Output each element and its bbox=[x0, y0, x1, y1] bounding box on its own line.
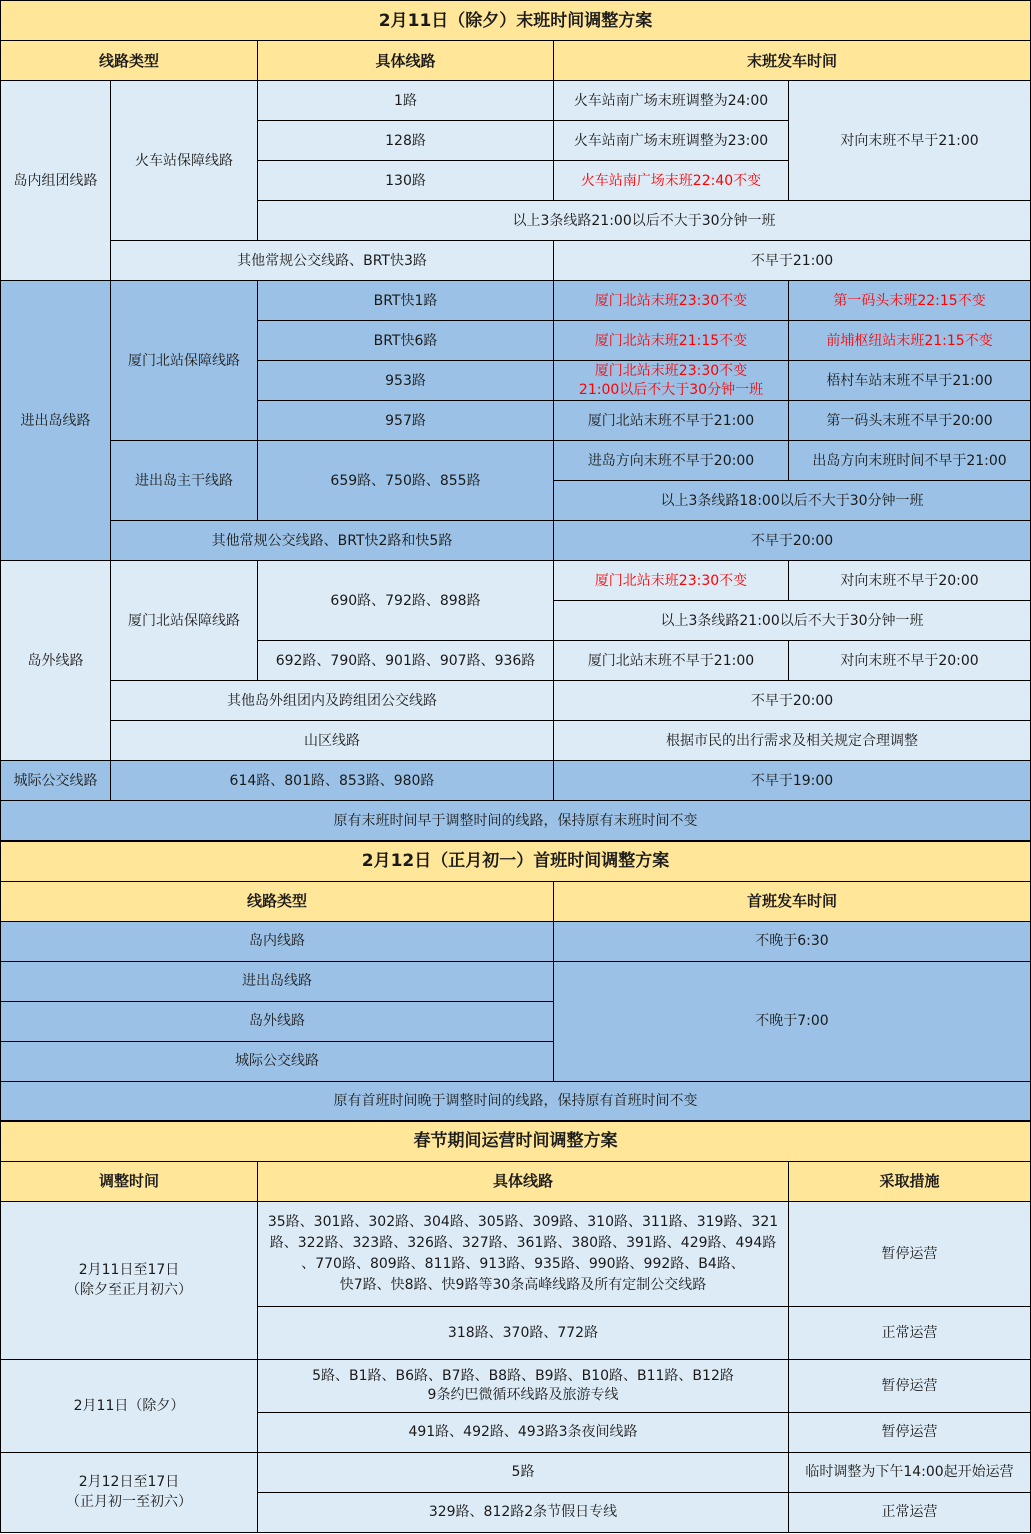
table-title: 2月12日（正月初一）首班时间调整方案 bbox=[1, 841, 1031, 881]
table-row bbox=[1, 561, 1031, 601]
routes-line: 9条约巴微循环线路及旅游专线 bbox=[427, 1386, 619, 1403]
routes-line: 路、322路、323路、326路、327路、361路、380路、391路、429路、494路 bbox=[269, 1234, 777, 1251]
table-footer-note: 原有末班时间早于调整时间的线路，保持原有末班时间不变 bbox=[1, 801, 1031, 841]
header-action: 采取措施 bbox=[789, 1161, 1031, 1201]
table-row bbox=[1, 81, 1031, 121]
route-type-cell: 岛外线路 bbox=[1, 1001, 554, 1041]
header-specific-route: 具体线路 bbox=[258, 41, 554, 81]
time-cell: 厦门北站末班不早于21:00 bbox=[554, 401, 789, 441]
time-cell: 厦门北站末班不早于21:00 bbox=[554, 641, 789, 681]
table-row bbox=[1, 1359, 1031, 1412]
other-routes-cell: 其他常规公交线路、BRT快2路和快5路 bbox=[111, 521, 554, 561]
routes-cell bbox=[258, 1201, 789, 1306]
period-cell bbox=[1, 1452, 258, 1532]
table-title-row bbox=[1, 1121, 1031, 1161]
table-row bbox=[1, 961, 1031, 1001]
table-footer-row bbox=[1, 801, 1031, 841]
mountain-time-cell: 根据市民的出行需求及相关规定合理调整 bbox=[554, 721, 1031, 761]
header-route-type: 线路类型 bbox=[1, 881, 554, 921]
time-cell-highlight: 厦门北站末班21:15不变 bbox=[554, 321, 789, 361]
period-lunar: （除夕至正月初六） bbox=[66, 1282, 192, 1298]
period-cell bbox=[1, 1359, 258, 1452]
routes-line: 快7路、快8路、快9路等30条高峰线路及所有定制公交线路 bbox=[339, 1276, 707, 1293]
action-cell: 正常运营 bbox=[789, 1492, 1031, 1532]
header-first-bus-time: 首班发车时间 bbox=[554, 881, 1031, 921]
action-cell: 暂停运营 bbox=[789, 1412, 1031, 1452]
subgroup-cell: 进出岛主干线路 bbox=[111, 441, 258, 521]
route-cell: 130路 bbox=[258, 161, 554, 201]
routes-cell: 318路、370路、772路 bbox=[258, 1306, 789, 1359]
table-footer-row bbox=[1, 1081, 1031, 1121]
table-row bbox=[1, 1452, 1031, 1492]
first-bus-table bbox=[0, 840, 1031, 1122]
header-specific-route: 具体线路 bbox=[258, 1161, 789, 1201]
route-cell: 659路、750路、855路 bbox=[258, 441, 554, 521]
route-type-cell: 岛内线路 bbox=[1, 921, 554, 961]
time-cell: 第一码头末班不早于20:00 bbox=[789, 401, 1031, 441]
time-cell-highlight: 厦门北站末班23:30不变 bbox=[554, 561, 789, 601]
table-title: 2月11日（除夕）末班时间调整方案 bbox=[1, 1, 1031, 41]
table-row bbox=[1, 441, 1031, 481]
header-last-bus-time: 末班发车时间 bbox=[554, 41, 1031, 81]
note-cell: 以上3条线路21:00以后不大于30分钟一班 bbox=[554, 601, 1031, 641]
other-time-cell: 不早于20:00 bbox=[554, 521, 1031, 561]
table-row bbox=[1, 721, 1031, 761]
table-footer-note: 原有首班时间晚于调整时间的线路，保持原有首班时间不变 bbox=[1, 1081, 1031, 1121]
header-route-type: 线路类型 bbox=[1, 41, 258, 81]
mountain-routes-cell: 山区线路 bbox=[111, 721, 554, 761]
table-header-row bbox=[1, 1161, 1031, 1201]
subgroup-cell: 厦门北站保障线路 bbox=[111, 561, 258, 681]
category-cell: 进出岛线路 bbox=[1, 281, 111, 561]
category-cell: 岛外线路 bbox=[1, 561, 111, 761]
header-adjust-time: 调整时间 bbox=[1, 1161, 258, 1201]
note-cell: 以上3条线路21:00以后不大于30分钟一班 bbox=[258, 201, 1031, 241]
period-cell bbox=[1, 1201, 258, 1359]
table-title-row bbox=[1, 1, 1031, 41]
table-row bbox=[1, 761, 1031, 801]
other-routes-cell: 其他常规公交线路、BRT快3路 bbox=[111, 241, 554, 281]
route-cell: 614路、801路、853路、980路 bbox=[111, 761, 554, 801]
time-cell-highlight bbox=[554, 361, 789, 401]
time-line-1: 厦门北站末班23:30不变 bbox=[594, 362, 748, 379]
routes-line: 35路、301路、302路、304路、305路、309路、310路、311路、319路、321 bbox=[267, 1213, 779, 1230]
period-date: 2月11日（除夕） bbox=[73, 1397, 185, 1414]
other-time-cell: 不早于20:00 bbox=[554, 681, 1031, 721]
table-row bbox=[1, 281, 1031, 321]
time-cell: 火车站南广场末班调整为23:00 bbox=[554, 121, 789, 161]
time-cell: 梧村车站末班不早于21:00 bbox=[789, 361, 1031, 401]
spring-festival-table bbox=[0, 1120, 1031, 1533]
routes-line: 5路、B1路、B6路、B7路、B8路、B9路、B10路、B11路、B12路 bbox=[312, 1367, 734, 1384]
time-cell: 不早于19:00 bbox=[554, 761, 1031, 801]
table-row bbox=[1, 681, 1031, 721]
route-cell: 128路 bbox=[258, 121, 554, 161]
time-cell: 火车站南广场末班调整为24:00 bbox=[554, 81, 789, 121]
table-row bbox=[1, 1201, 1031, 1306]
route-cell: BRT快1路 bbox=[258, 281, 554, 321]
subgroup-cell: 厦门北站保障线路 bbox=[111, 281, 258, 441]
period-date: 2月11日至17日 bbox=[78, 1262, 180, 1278]
time-line-2: 21:00以后不大于30分钟一班 bbox=[578, 381, 764, 398]
route-cell: 957路 bbox=[258, 401, 554, 441]
time-cell-highlight: 厦门北站末班23:30不变 bbox=[554, 281, 789, 321]
action-cell: 正常运营 bbox=[789, 1306, 1031, 1359]
time-cell: 对向末班不早于20:00 bbox=[789, 641, 1031, 681]
route-cell: BRT快6路 bbox=[258, 321, 554, 361]
table-title-row bbox=[1, 841, 1031, 881]
route-cell: 1路 bbox=[258, 81, 554, 121]
other-routes-cell: 其他岛外组团内及跨组团公交线路 bbox=[111, 681, 554, 721]
route-cell: 692路、790路、901路、907路、936路 bbox=[258, 641, 554, 681]
route-cell: 953路 bbox=[258, 361, 554, 401]
table-row bbox=[1, 921, 1031, 961]
table-header-row bbox=[1, 41, 1031, 81]
route-type-cell: 城际公交线路 bbox=[1, 1041, 554, 1081]
table-row bbox=[1, 241, 1031, 281]
routes-cell: 491路、492路、493路3条夜间线路 bbox=[258, 1412, 789, 1452]
other-time-cell: 不早于21:00 bbox=[554, 241, 1031, 281]
time-cell: 出岛方向末班时间不早于21:00 bbox=[789, 441, 1031, 481]
route-type-cell: 进出岛线路 bbox=[1, 961, 554, 1001]
routes-cell: 5路 bbox=[258, 1452, 789, 1492]
period-date: 2月12日至17日 bbox=[78, 1474, 180, 1490]
action-cell: 暂停运营 bbox=[789, 1359, 1031, 1412]
table-header-row bbox=[1, 881, 1031, 921]
table-title: 春节期间运营时间调整方案 bbox=[1, 1121, 1031, 1161]
shared-time-cell: 不晚于7:00 bbox=[554, 961, 1031, 1081]
action-cell: 暂停运营 bbox=[789, 1201, 1031, 1306]
routes-cell bbox=[258, 1359, 789, 1412]
note-cell: 以上3条线路18:00以后不大于30分钟一班 bbox=[554, 481, 1031, 521]
table-row bbox=[1, 521, 1031, 561]
subgroup-cell: 火车站保障线路 bbox=[111, 81, 258, 241]
category-cell: 城际公交线路 bbox=[1, 761, 111, 801]
time-cell: 对向末班不早于20:00 bbox=[789, 561, 1031, 601]
routes-cell: 329路、812路2条节假日专线 bbox=[258, 1492, 789, 1532]
time-cell: 进岛方向末班不早于20:00 bbox=[554, 441, 789, 481]
time-cell-highlight: 火车站南广场末班22:40不变 bbox=[554, 161, 789, 201]
time-cell-highlight: 第一码头末班22:15不变 bbox=[789, 281, 1031, 321]
route-cell: 690路、792路、898路 bbox=[258, 561, 554, 641]
time-cell-highlight: 前埔枢纽站末班21:15不变 bbox=[789, 321, 1031, 361]
opposite-time-cell: 对向末班不早于21:00 bbox=[789, 81, 1031, 201]
routes-line: 、770路、809路、811路、913路、935路、990路、992路、B4路、 bbox=[301, 1255, 745, 1272]
action-cell: 临时调整为下午14:00起开始运营 bbox=[789, 1452, 1031, 1492]
time-cell: 不晚于6:30 bbox=[554, 921, 1031, 961]
category-cell: 岛内组团线路 bbox=[1, 81, 111, 281]
period-lunar: （正月初一至初六） bbox=[66, 1494, 192, 1510]
